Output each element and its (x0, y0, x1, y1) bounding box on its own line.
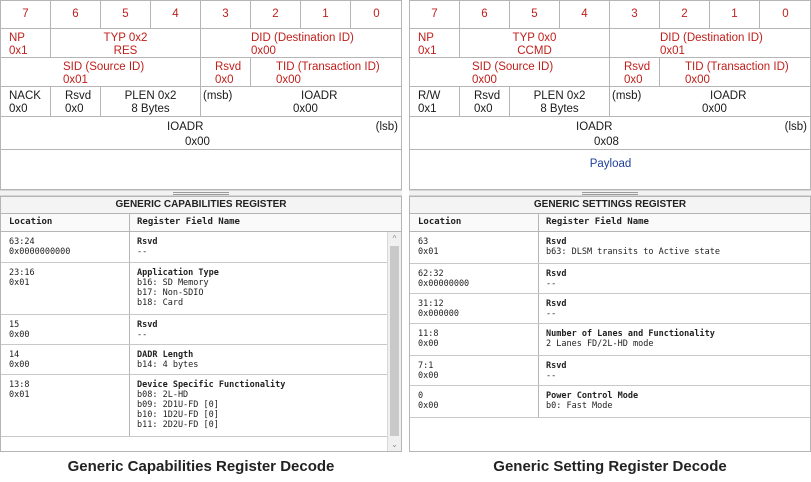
sid-label: SID (Source ID) (472, 61, 554, 73)
bit-4: 4 (151, 1, 201, 29)
typ-label: TYP 0x2 (103, 32, 148, 44)
typ-label: TYP 0x0 (512, 32, 557, 44)
register-rows (410, 232, 810, 418)
bit-range: 14 (9, 350, 20, 360)
field-name-cell (546, 391, 638, 411)
table-row[interactable] (1, 375, 401, 437)
location-header: Location (418, 217, 462, 227)
lsb-marker: (lsb) (375, 121, 398, 133)
field-detail: b10: 1D2U-FD [0] (137, 410, 219, 420)
field-name: Application Type (137, 268, 219, 278)
field-value: 0x01 (418, 247, 439, 257)
bit-range: 63 (418, 237, 429, 247)
rsvd-field (201, 58, 251, 87)
bit-6: 6 (460, 1, 510, 29)
field-value: 0x00 (9, 330, 30, 340)
field-name: Rsvd (137, 237, 158, 247)
payload-row: Payload (589, 158, 632, 170)
ioadr-low-label: IOADR (576, 121, 613, 133)
field-detail: b63: DLSM transits to Active state (546, 247, 720, 257)
location-cell (9, 320, 29, 340)
rsvd2-field (460, 87, 510, 117)
field-value: 0x0000000000 (9, 247, 71, 257)
field-name-cell (546, 361, 566, 381)
sid-value: 0x00 (472, 74, 497, 86)
bit-0: 0 (760, 1, 811, 29)
vertical-scrollbar[interactable] (387, 232, 401, 451)
capabilities-register-table (0, 196, 402, 452)
bit-1: 1 (710, 1, 760, 29)
field-value: 0x000000 (418, 309, 459, 319)
field-detail: b0: Fast Mode (546, 401, 613, 411)
bit-5: 5 (101, 1, 151, 29)
rsvd-field (610, 58, 660, 87)
sid-label: SID (Source ID) (63, 61, 145, 73)
ioadr-high-value: 0x00 (702, 103, 727, 115)
location-cell (9, 237, 70, 257)
table-row[interactable] (410, 386, 810, 418)
np-value: 0x1 (9, 45, 28, 57)
field-detail: -- (137, 247, 148, 257)
location-header: Location (9, 217, 53, 227)
field-value: 0x00000000 (418, 279, 470, 289)
tid-field (660, 58, 811, 87)
register-rows (1, 232, 401, 437)
tid-label: TID (Transaction ID) (276, 61, 380, 73)
field-detail: b16: SD Memory (137, 278, 209, 288)
field-name-cell (546, 269, 566, 289)
rw-field (410, 87, 460, 117)
field-name-cell (137, 268, 219, 308)
bit-2: 2 (660, 1, 710, 29)
table-row[interactable] (410, 264, 810, 294)
bit-range: 13:8 (9, 380, 30, 390)
table-row[interactable] (1, 345, 401, 375)
field-detail: -- (137, 330, 148, 340)
plen-value: 8 Bytes (131, 103, 170, 115)
did-label: DID (Destination ID) (660, 32, 763, 44)
rsvd2-value: 0x0 (474, 103, 493, 115)
table-header (410, 214, 810, 232)
ioadr-low-value: 0x00 (185, 136, 210, 148)
rsvd-label: Rsvd (215, 61, 242, 73)
field-detail: b14: 4 bytes (137, 360, 199, 370)
field-detail: b17: Non-SDIO (137, 288, 204, 298)
rsvd-value: 0x0 (624, 74, 643, 86)
packet-header-grid (0, 0, 402, 190)
field-name: Number of Lanes and Functionality (546, 329, 715, 339)
field-value: 0x00 (418, 401, 439, 411)
rsvd-label: Rsvd (624, 61, 651, 73)
table-row[interactable] (410, 356, 810, 386)
splitter-grip[interactable] (582, 192, 638, 195)
field-name-header: Register Field Name (137, 217, 240, 227)
packet-header-grid (409, 0, 811, 190)
field-name: Device Specific Functionality (137, 380, 286, 390)
plen-label: PLEN 0x2 (533, 90, 586, 102)
bit-0: 0 (351, 1, 402, 29)
location-cell (418, 361, 438, 381)
lsb-marker: (lsb) (784, 121, 807, 133)
nack-value: 0x0 (9, 103, 28, 115)
table-row[interactable] (410, 232, 810, 264)
rw-value: 0x1 (418, 103, 437, 115)
rsvd-value: 0x0 (215, 74, 234, 86)
bit-range: 15 (9, 320, 20, 330)
field-name-header: Register Field Name (546, 217, 649, 227)
field-name: Rsvd (546, 361, 567, 371)
ioadr-high-field (201, 87, 402, 117)
bit-3: 3 (610, 1, 660, 29)
field-name: Rsvd (546, 269, 567, 279)
field-name-cell (137, 237, 157, 257)
field-detail: -- (546, 279, 557, 289)
bit-range: 0 (418, 391, 424, 401)
np-field (1, 29, 51, 58)
typ-value: RES (113, 45, 138, 57)
location-cell (418, 329, 438, 349)
tid-value: 0x00 (276, 74, 301, 86)
did-field (201, 29, 402, 58)
settings-register-table (409, 196, 811, 452)
scroll-down-icon[interactable]: ⌄ (391, 440, 398, 449)
scroll-up-icon[interactable]: ^ (392, 234, 397, 243)
bit-6: 6 (51, 1, 101, 29)
ioadr-high-label: IOADR (301, 90, 338, 102)
field-name: Rsvd (546, 237, 567, 247)
msb-marker: (msb) (203, 90, 233, 102)
ioadr-low-field (410, 117, 811, 150)
bit-5: 5 (510, 1, 560, 29)
field-value: 0x01 (9, 278, 30, 288)
field-value: 0x00 (418, 339, 439, 349)
ioadr-high-value: 0x00 (293, 103, 318, 115)
bit-7: 7 (1, 1, 51, 29)
plen-field (101, 87, 201, 117)
field-detail: -- (546, 309, 557, 319)
plen-field (510, 87, 610, 117)
settings-panel (409, 0, 811, 452)
table-row[interactable] (410, 294, 810, 324)
ioadr-low-value: 0x08 (594, 136, 619, 148)
plen-value: 8 Bytes (540, 103, 579, 115)
empty-payload-row (1, 150, 402, 190)
np-value: 0x1 (418, 45, 437, 57)
bit-4: 4 (560, 1, 610, 29)
table-row[interactable] (410, 324, 810, 356)
bit-range: 23:16 (9, 268, 35, 278)
bit-range: 62:32 (418, 269, 444, 279)
sid-value: 0x01 (63, 74, 88, 86)
rsvd2-value: 0x0 (65, 103, 84, 115)
location-cell (418, 237, 438, 257)
field-name-cell (137, 380, 285, 430)
field-name: Rsvd (546, 299, 567, 309)
typ-value: CCMD (517, 45, 552, 57)
tid-value: 0x00 (685, 74, 710, 86)
location-cell (418, 269, 469, 289)
np-label: NP (418, 32, 434, 44)
field-name-cell (137, 320, 157, 340)
capabilities-panel (0, 0, 402, 452)
field-name-cell (546, 237, 720, 257)
did-value: 0x00 (251, 45, 276, 57)
ioadr-high-label: IOADR (710, 90, 747, 102)
bit-7: 7 (410, 1, 460, 29)
field-value: 0x00 (418, 371, 439, 381)
splitter-grip[interactable] (173, 192, 229, 195)
field-detail: -- (546, 371, 557, 381)
field-name-cell (137, 350, 198, 370)
did-field (610, 29, 811, 58)
bit-range: 63:24 (9, 237, 35, 247)
location-cell (9, 380, 29, 400)
np-field (410, 29, 460, 58)
sid-field (1, 58, 201, 87)
did-label: DID (Destination ID) (251, 32, 354, 44)
ioadr-low-field (1, 117, 402, 150)
bit-range: 7:1 (418, 361, 434, 371)
bit-3: 3 (201, 1, 251, 29)
table-row[interactable] (1, 315, 401, 345)
field-name-cell (546, 299, 566, 319)
location-cell (418, 299, 459, 319)
left-caption: Generic Capabilities Register Decode (67, 458, 335, 475)
rw-label: R/W (418, 90, 441, 102)
bit-range: 11:8 (418, 329, 439, 339)
register-title: GENERIC CAPABILITIES REGISTER (1, 197, 401, 214)
register-title: GENERIC SETTINGS REGISTER (410, 197, 810, 214)
np-label: NP (9, 32, 25, 44)
rsvd2-label: Rsvd (65, 90, 92, 102)
tid-label: TID (Transaction ID) (685, 61, 789, 73)
field-value: 0x00 (9, 360, 30, 370)
table-row[interactable] (1, 263, 401, 315)
field-value: 0x01 (9, 390, 30, 400)
location-cell (418, 391, 438, 411)
ioadr-low-label: IOADR (167, 121, 204, 133)
field-name: DADR Length (137, 350, 194, 360)
table-header (1, 214, 401, 232)
table-row[interactable] (1, 232, 401, 263)
bit-2: 2 (251, 1, 301, 29)
msb-marker: (msb) (612, 90, 642, 102)
field-name: Power Control Mode (546, 391, 639, 401)
location-cell (9, 350, 29, 370)
ioadr-high-field (610, 87, 811, 117)
tid-field (251, 58, 402, 87)
field-detail: 2 Lanes FD/2L-HD mode (546, 339, 654, 349)
typ-field (460, 29, 610, 58)
sid-field (410, 58, 610, 87)
field-detail: b11: 2D2U-FD [0] (137, 420, 219, 430)
field-name-cell (546, 329, 715, 349)
plen-label: PLEN 0x2 (124, 90, 177, 102)
rsvd2-field (51, 87, 101, 117)
field-detail: b09: 2D1U-FD [0] (137, 400, 219, 410)
typ-field (51, 29, 201, 58)
nack-field (1, 87, 51, 117)
bit-range: 31:12 (418, 299, 444, 309)
scroll-thumb[interactable] (390, 246, 399, 436)
rsvd2-label: Rsvd (474, 90, 501, 102)
field-detail: b08: 2L-HD (137, 390, 189, 400)
bit-1: 1 (301, 1, 351, 29)
right-caption: Generic Setting Register Decode (493, 458, 727, 475)
location-cell (9, 268, 35, 288)
field-name: Rsvd (137, 320, 158, 330)
nack-label: NACK (9, 90, 41, 102)
field-detail: b18: Card (137, 298, 184, 308)
did-value: 0x01 (660, 45, 685, 57)
